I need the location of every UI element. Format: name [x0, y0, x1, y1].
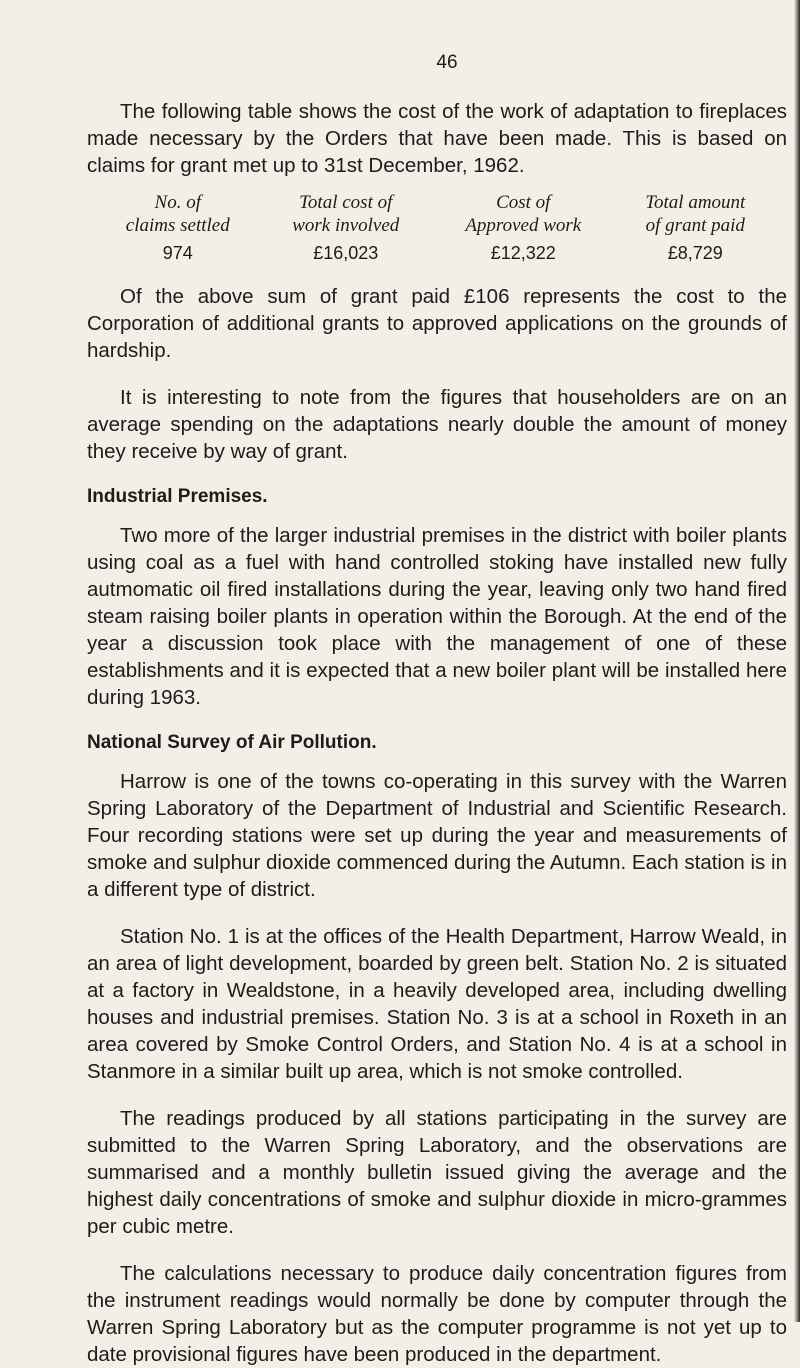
header-total-cost	[260, 191, 431, 237]
header-grant-paid	[616, 191, 775, 237]
header-line: Total cost of	[299, 192, 393, 213]
cell-claims-settled: 974	[162, 243, 193, 263]
table-header-row	[95, 191, 775, 237]
cell-grant-paid: £8,729	[667, 243, 723, 263]
header-line: Approved work	[465, 215, 582, 236]
intro-paragraph: The following table shows the cost of the work of adaptation to fireplaces made necessary by the Orders that have been made. This is based on claims for grant met up to 31st December, 1962.	[87, 100, 787, 177]
householders-paragraph: It is interesting to note from the figures that householders are on an average spending on the adaptations nearly double the amount of money they receive by way of grant.	[87, 386, 787, 463]
industrial-premises-paragraph: Two more of the larger industrial premises in the district with boiler plants using coal as a fuel with hand controlled stoking have installed new fully autmomatic oil fired installations during the year, leaving only two hand fired steam raising boiler plants in operation within the Borough. At the end of the year a discussion took place with the management of one of these establishments and it is expected that a new boiler plant will be installed here during 1963.	[87, 524, 787, 709]
page-edge-shadow	[794, 0, 800, 1322]
header-claims-settled	[95, 191, 260, 237]
document-page	[87, 52, 787, 1368]
cell-total-cost: £16,023	[313, 243, 379, 263]
header-line: No. of	[154, 192, 201, 213]
header-line: Cost of	[496, 192, 551, 213]
survey-paragraph-4: The calculations necessary to produce daily concentration figures from the instrument readings would normally be done by computer through the Warren Spring Laboratory but as the computer programme is not yet up to date provisional figures have been produced in the department.	[87, 1262, 787, 1366]
grant-cost-table	[95, 191, 775, 265]
header-line: work involved	[292, 215, 400, 236]
survey-paragraph-3: The readings produced by all stations participating in the survey are submitted to the Warren Spring Laboratory, and the observations are summarised and a monthly bulletin issued giving the average and the highest daily concentrations of smoke and sulphur dioxide in micro-grammes per cubic metre.	[87, 1107, 787, 1238]
industrial-premises-heading: Industrial Premises.	[87, 486, 268, 507]
table-row	[95, 237, 775, 265]
header-line: Total amount	[645, 192, 746, 213]
page-number: 46	[436, 52, 458, 73]
header-line: claims settled	[125, 215, 230, 236]
survey-paragraph-2: Station No. 1 is at the offices of the Health Department, Harrow Weald, in an area of light development, boarded by green belt. Station No. 2 is situated at a factory in Wealdstone, in a heavily developed area, including dwelling houses and industrial premises. Station No. 3 is at a school in Roxeth in an area covered by Smoke Control Orders, and Station No. 4 is at a school in Stanmore in a similar built up area, which is not smoke controlled.	[87, 925, 787, 1083]
header-approved-work	[431, 191, 616, 237]
air-pollution-heading: National Survey of Air Pollution.	[87, 732, 377, 753]
header-line: of grant paid	[645, 215, 745, 236]
cell-approved-work: £12,322	[490, 243, 556, 263]
survey-paragraph-1: Harrow is one of the towns co-operating in this survey with the Warren Spring Laboratory of the Department of Industrial and Scientific Research. Four recording stations were set up during the year and measurements of smoke and sulphur dioxide commenced during the Autumn. Each station is in a different type of district.	[87, 770, 787, 901]
hardship-paragraph: Of the above sum of grant paid £106 represents the cost to the Corporation of additional grants to approved applications on the grounds of hardship.	[87, 285, 787, 362]
